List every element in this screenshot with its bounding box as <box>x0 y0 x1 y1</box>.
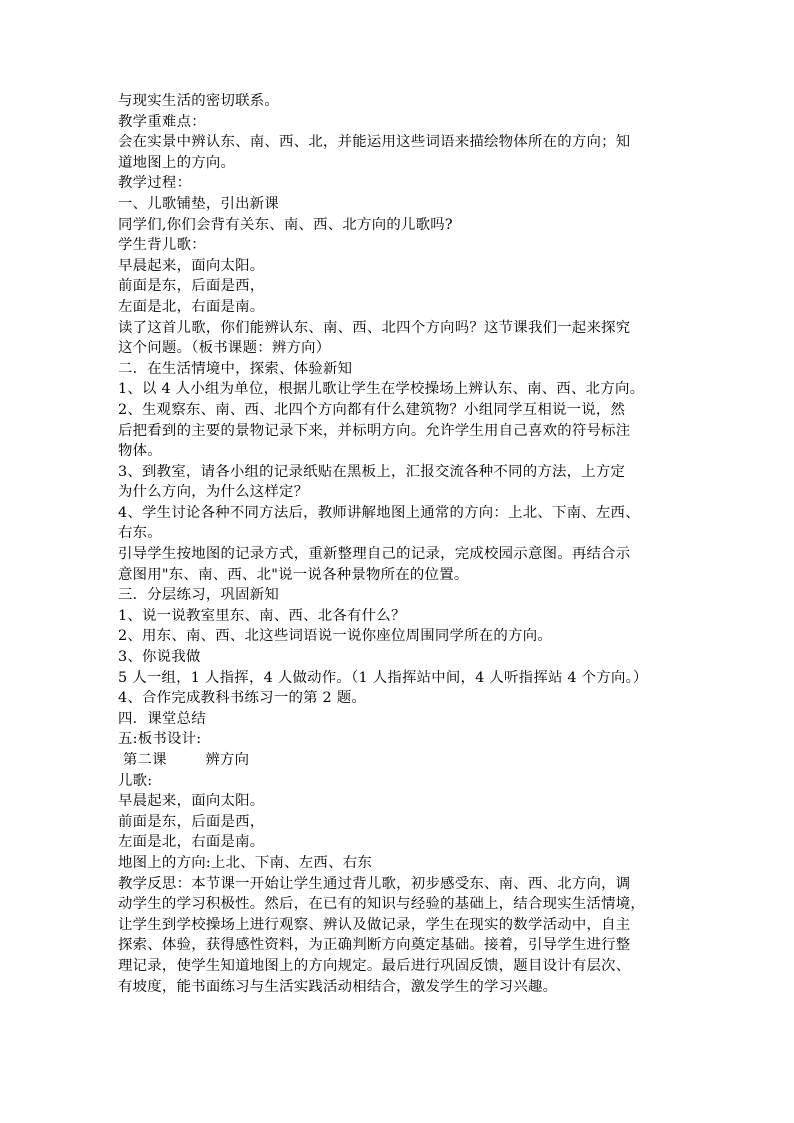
board-title: 第二课 辨方向 <box>118 752 250 768</box>
text-line: 道地图上的方向。 <box>118 154 236 171</box>
list-item: 2、生观察东、南、西、北四个方向都有什么建筑物？小组同学互相说一说，然 <box>118 401 626 418</box>
section-heading: 教学重难点： <box>118 113 206 130</box>
text-line: 读了这首儿歌，你们能辨认东、南、西、北四个方向吗？这节课我们一起来探究 <box>118 319 631 336</box>
text-line: 同学们,你们会背有关东、南、西、北方向的儿歌吗? <box>118 216 453 233</box>
rhyme-line: 左面是北，右面是南。 <box>118 298 265 315</box>
document-page <box>118 91 684 997</box>
list-item: 1、说一说教室里东、南、西、北各有什么？ <box>118 607 406 624</box>
section-heading: 三．分层练习，巩固新知 <box>118 587 280 604</box>
section-heading: 教学过程： <box>118 175 192 192</box>
list-item: 2、用东、南、西、北这些词语说一说你座位周围同学所在的方向。 <box>118 628 552 645</box>
list-item: 4、合作完成教科书练习一的第 2 题。 <box>118 690 367 707</box>
section-heading: 四．课堂总结 <box>118 710 206 727</box>
list-item: 1、以 4 人小组为单位，根据儿歌让学生在学校操场上辨认东、南、西、北方向。 <box>118 381 645 398</box>
list-item: 3、到教室，请各小组的记录纸贴在黑板上，汇报交流各种不同的方法，上方定 <box>118 463 626 480</box>
text-line: 会在实景中辨认东、南、西、北，并能运用这些词语来描绘物体所在的方向；知 <box>118 134 631 151</box>
text-line: 后把看到的主要的景物记录下来，并标明方向。允许学生用自己喜欢的符号标注 <box>118 422 631 439</box>
rhyme-line: 左面是北，右面是南。 <box>118 834 265 851</box>
reflection-line: 有坡度，能书面练习与生活实践活动相结合，激发学生的学习兴趣。 <box>118 978 558 995</box>
rhyme-line: 前面是东，后面是西， <box>118 278 265 295</box>
text-line: 学生背儿歌： <box>118 237 206 254</box>
list-item: 3、你说我做 <box>118 649 201 666</box>
text-line: 与现实生活的密切联系。 <box>118 93 280 109</box>
list-item: 4、学生讨论各种不同方法后，教师讲解地图上通常的方向：上北、下南、左西、 <box>118 504 640 521</box>
text-line: 右东。 <box>118 525 162 542</box>
section-heading: 一、儿歌铺垫，引出新课 <box>118 195 280 212</box>
rhyme-line: 早晨起来，面向太阳。 <box>118 257 265 274</box>
text-line: 物体。 <box>118 443 162 460</box>
text-line: 儿歌: <box>118 772 153 789</box>
reflection-line: 理记录，使学生知道地图上的方向规定。最后进行巩固反馈，题目设计有层次、 <box>118 957 631 974</box>
reflection-line: 动学生的学习积极性。然后，在已有的知识与经验的基础上，结合现实生活情境， <box>118 896 646 913</box>
section-heading: 五:板书设计: <box>118 731 202 748</box>
text-line: 为什么方向，为什么这样定？ <box>118 484 309 501</box>
text-line: 引导学生按地图的记录方式，重新整理自己的记录，完成校园示意图。再结合示 <box>118 546 631 563</box>
text-line: 5 人一组，1 人指挥，4 人做动作。（1 人指挥站中间，4 人听指挥站 4 个方向。） <box>118 669 648 686</box>
reflection-line: 让学生到学校操场上进行观察、辨认及做记录，学生在现实的数学活动中，自主 <box>118 916 631 933</box>
text-line: 意图用"东、南、西、北"说一说各种景物所在的位置。 <box>118 566 469 583</box>
reflection-line: 教学反思：本节课一开始让学生通过背儿歌，初步感受东、南、西、北方向，调 <box>118 875 631 892</box>
text-line: 地图上的方向:上北、下南、左西、右东 <box>118 854 372 871</box>
rhyme-line: 早晨起来，面向太阳。 <box>118 793 265 810</box>
section-heading: 二．在生活情境中，探索、体验新知 <box>118 360 353 377</box>
reflection-line: 探索、体验，获得感性资料，为正确判断方向奠定基础。接着，引导学生进行整 <box>118 937 631 954</box>
text-line: 这个问题。（板书课题：辨方向） <box>118 340 331 357</box>
rhyme-line: 前面是东，后面是西， <box>118 813 265 830</box>
